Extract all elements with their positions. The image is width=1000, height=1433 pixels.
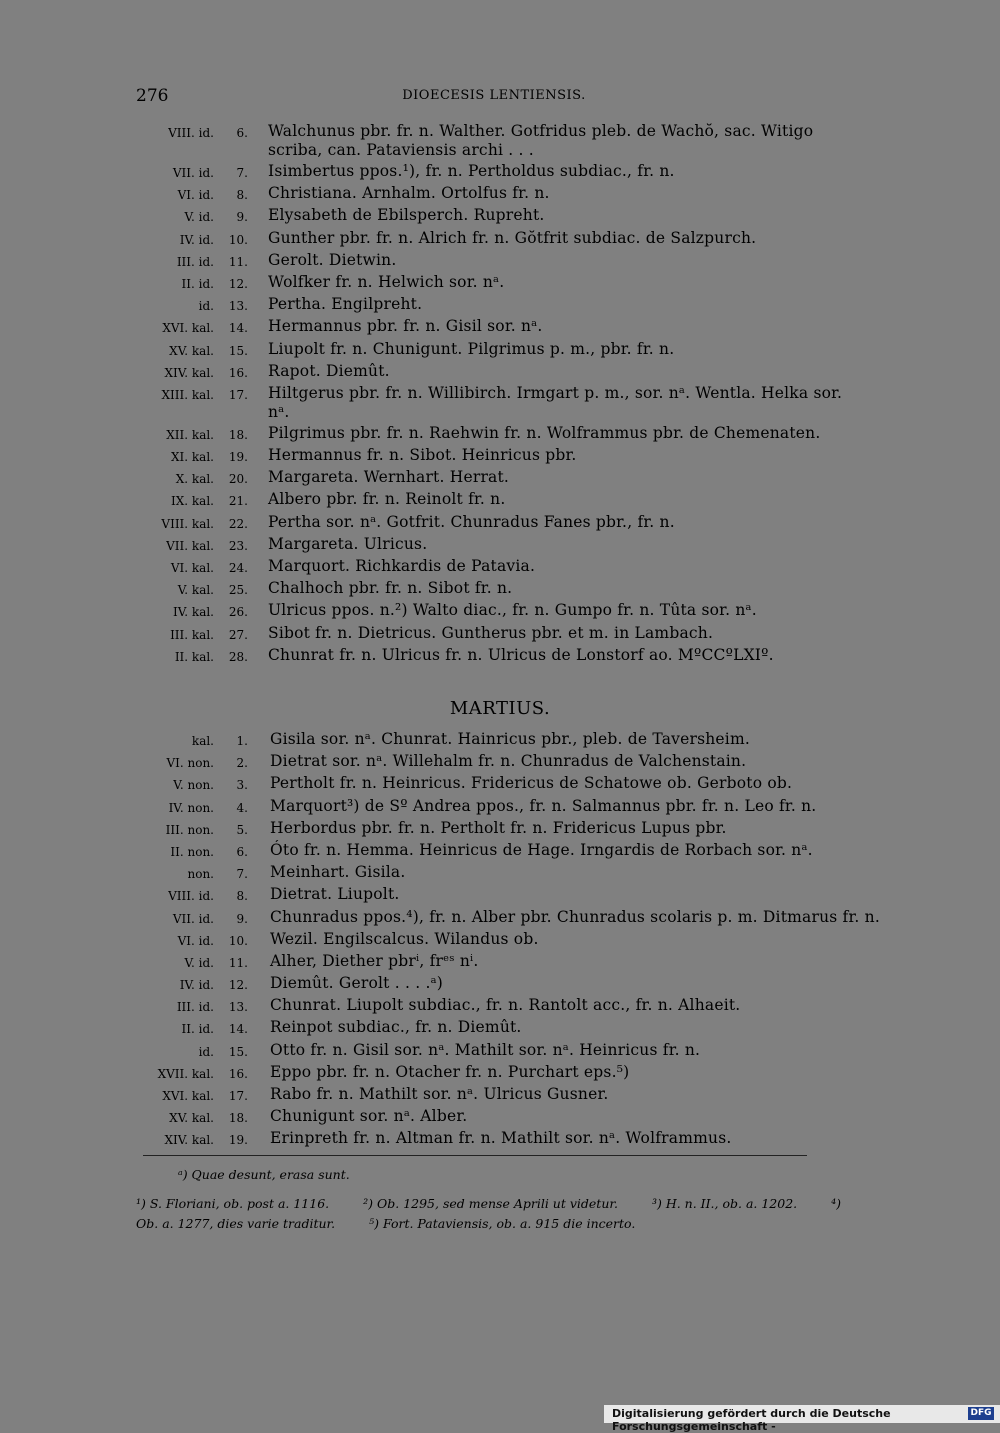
day-number: 6. [236,844,248,859]
footnote: ⁴) Ob. a. 1277, dies varie traditur. [136,1196,842,1231]
roman-date: III. id. [176,254,214,269]
calendar-row [0,752,1000,774]
necrology-entry: Ulricus ppos. n.²) Walto diac., fr. n. Gumpo fr. n. Tûta sor. nᵃ. [268,601,757,620]
day-number: 22. [228,516,248,531]
digitization-footer [604,1405,1000,1433]
day-number: 24. [228,561,248,575]
calendar-row [0,819,1000,841]
page-number: 276 [136,86,169,106]
calendar-row [0,646,1000,668]
day-number: 2. [236,756,248,771]
calendar-row [0,863,1000,885]
necrology-entry: Chalhoch pbr. fr. n. Sibot fr. n. [268,579,513,598]
day-number: 5. [236,822,248,837]
roman-date: IV. id. [179,232,214,247]
footnote: ²) Ob. 1295, sed mense Aprili ut videtur. [363,1196,618,1211]
calendar-row [0,340,1000,362]
roman-date: IX. kal. [171,494,214,509]
calendar-row [0,730,1000,752]
roman-date: VI. id. [177,933,214,948]
day-number: 10. [228,232,248,247]
necrology-entry: Dietrat. Liupolt. [270,885,400,904]
necrology-entry: Rapot. Diemût. [268,361,390,380]
roman-date: XVI. kal. [162,321,214,336]
day-number: 14. [228,1022,248,1037]
roman-date: XIV. kal. [164,1133,214,1148]
day-number: 21. [228,494,248,509]
calendar-row [0,952,1000,974]
necrology-entry: Pilgrimus pbr. fr. n. Raehwin fr. n. Wolframmus pbr. de Chemenaten. [268,423,821,442]
day-number: 11. [228,254,248,269]
roman-date: XII. kal. [166,427,214,442]
necrology-entry: Hermannus fr. n. Sibot. Heinricus pbr. [268,446,577,465]
footer-credit-text: Digitalisierung gefördert durch die Deutsche Forschungsgemeinschaft - [612,1407,891,1433]
day-number: 25. [228,583,248,598]
roman-date: non. [187,867,214,882]
calendar-row [0,885,1000,907]
day-number: 8. [236,188,248,203]
necrology-entry: Óto fr. n. Hemma. Heinricus de Hage. Irngardis de Rorbach sor. nᵃ. [270,840,813,859]
necrology-entry: Reinpot subdiac., fr. n. Diemût. [270,1018,522,1037]
calendar-row [0,624,1000,646]
roman-date: II. kal. [174,649,214,664]
necrology-entry: Walchunus pbr. fr. n. Walther. Gotfridus pleb. de Wachŏ, sac. Witigo scriba, can. Pataviensis archi . . . [268,122,814,159]
calendar-row [0,557,1000,579]
day-number: 20. [228,472,248,487]
day-number: 18. [228,1111,248,1126]
roman-date: III. non. [165,822,214,837]
day-number: 13. [228,1000,248,1015]
calendar-row [0,601,1000,623]
day-number: 18. [228,427,248,442]
day-number: 14. [228,321,248,336]
day-number: 19. [228,1133,248,1148]
necrology-entry: Chunigunt sor. nᵃ. Alber. [270,1107,468,1126]
roman-date: II. non. [170,844,214,859]
necrology-entry: Hiltgerus pbr. fr. n. Willibirch. Irmgart p. m., sor. nᵃ. Wentla. Helka sor. nᵃ. [268,383,843,421]
necrology-entry: Otto fr. n. Gisil sor. nᵃ. Mathilt sor. nᵃ. Heinricus fr. n. [270,1040,701,1059]
footnote-a: ᵃ) Quae desunt, erasa sunt. [178,1167,350,1182]
calendar-row [0,273,1000,295]
calendar-row [0,513,1000,535]
calendar-row [0,206,1000,228]
calendar-row [0,229,1000,251]
section-title-martius: MARTIUS. [449,698,551,719]
roman-date: V. non. [173,778,214,793]
roman-date: VI. kal. [170,561,214,575]
necrology-entry: Isimbertus ppos.¹), fr. n. Pertholdus subdiac., fr. n. [268,162,675,180]
calendar-row [0,841,1000,863]
calendar-row [0,424,1000,446]
roman-date: II. id. [181,1022,214,1037]
calendar-row [0,251,1000,273]
roman-date: VII. kal. [166,538,214,553]
roman-date: VI. id. [177,188,214,203]
roman-date: VIII. id. [168,889,214,904]
footnotes [136,1194,852,1234]
calendar-row [0,317,1000,339]
day-number: 3. [236,778,248,793]
roman-date: XIII. kal. [161,387,214,402]
calendar-row [0,362,1000,384]
calendar-row [0,468,1000,490]
calendar-row [0,996,1000,1018]
day-number: 15. [228,343,248,358]
roman-date: id. [198,1044,214,1059]
roman-date: id. [198,299,214,314]
calendar-row [0,1018,1000,1040]
footnote: ⁵) Fort. Pataviensis, ob. a. 915 die incerto. [369,1216,636,1231]
roman-date: IV. kal. [172,605,214,620]
day-number: 1. [236,734,248,748]
calendar-row [0,930,1000,952]
necrology-entry: Chunrat. Liupolt subdiac., fr. n. Rantolt acc., fr. n. Alhaeit. [270,996,741,1015]
dfg-logo: DFG [968,1407,994,1420]
necrology-entry: Rabo fr. n. Mathilt sor. nᵃ. Ulricus Gusner. [270,1085,609,1103]
necrology-entry: Margareta. Ulricus. [268,534,428,553]
necrology-entry: Margareta. Wernhart. Herrat. [268,468,510,487]
roman-date: IV. non. [168,800,214,815]
roman-date: XVI. kal. [162,1089,214,1103]
footnote: ³) H. n. II., ob. a. 1202. [651,1196,798,1211]
calendar-row [0,774,1000,796]
necrology-entry: Meinhart. Gisila. [270,863,406,882]
day-number: 17. [228,1089,248,1103]
calendar-row [0,446,1000,468]
necrology-entry: Marquort. Richkardis de Patavia. [268,557,536,575]
day-number: 7. [236,867,248,882]
day-number: 13. [228,299,248,314]
roman-date: VIII. id. [168,126,214,140]
calendar-row [0,579,1000,601]
calendar-row [0,490,1000,512]
roman-date: IV. id. [179,978,214,993]
calendar-row [0,162,1000,184]
calendar-row [0,122,1000,162]
calendar-row [0,1129,1000,1151]
roman-date: VI. non. [166,756,214,771]
calendar-row [0,1063,1000,1085]
roman-date: XIV. kal. [164,365,214,380]
roman-date: VIII. kal. [161,516,214,531]
necrology-entry: Alher, Diether pbrⁱ, frᵉˢ nⁱ. [270,951,479,970]
necrology-entry: Eppo pbr. fr. n. Otacher fr. n. Purchart eps.⁵) [270,1062,630,1081]
necrology-entry: Pertha sor. nᵃ. Gotfrit. Chunradus Fanes pbr., fr. n. [268,512,675,531]
running-title: DIOECESIS LENTIENSIS. [402,88,586,103]
day-number: 17. [228,387,248,402]
necrology-entry: Elysabeth de Ebilsperch. Rupreht. [268,206,545,225]
roman-date: III. kal. [170,627,214,642]
day-number: 6. [236,126,248,140]
day-number: 12. [228,276,248,291]
necrology-entry: Gisila sor. nᵃ. Chunrat. Hainricus pbr., pleb. de Taversheim. [270,730,750,748]
footnote: ¹) S. Floriani, ob. post a. 1116. [136,1196,330,1211]
day-number: 16. [228,1066,248,1081]
calendar-row [0,384,1000,424]
roman-date: V. id. [184,210,214,225]
march-entries [0,730,1000,1152]
day-number: 27. [228,627,248,642]
calendar-row [0,1085,1000,1107]
day-number: 9. [236,210,248,225]
necrology-entry: Dietrat sor. nᵃ. Willehalm fr. n. Chunradus de Valchenstain. [270,752,747,771]
roman-date: XVII. kal. [157,1066,214,1081]
necrology-entry: Herbordus pbr. fr. n. Pertholt fr. n. Fridericus Lupus pbr. [270,818,727,837]
day-number: 26. [228,605,248,620]
necrology-entry: Christiana. Arnhalm. Ortolfus fr. n. [268,184,550,203]
day-number: 19. [228,450,248,465]
day-number: 4. [236,800,248,815]
necrology-entry: Sibot fr. n. Dietricus. Guntherus pbr. et m. in Lambach. [268,623,714,642]
necrology-entry: Gunther pbr. fr. n. Alrich fr. n. Gŏtfrit subdiac. de Salzpurch. [268,228,757,247]
calendar-row [0,908,1000,930]
roman-date: V. kal. [177,583,214,598]
day-number: 28. [228,649,248,664]
footnote-divider [143,1155,807,1156]
roman-date: V. id. [184,955,214,970]
day-number: 9. [236,911,248,926]
day-number: 7. [236,166,248,180]
necrology-entry: Wolfker fr. n. Helwich sor. nᵃ. [268,272,505,291]
necrology-entry: Pertha. Engilpreht. [268,295,423,314]
necrology-entry: Albero pbr. fr. n. Reinolt fr. n. [268,490,506,509]
calendar-row [0,974,1000,996]
necrology-entry: Pertholt fr. n. Heinricus. Fridericus de Schatowe ob. Gerboto ob. [270,774,793,793]
roman-date: VII. id. [172,911,214,926]
calendar-row [0,535,1000,557]
necrology-entry: Chunradus ppos.⁴), fr. n. Alber pbr. Chunradus scolaris p. m. Ditmarus fr. n. [270,907,880,926]
roman-date: X. kal. [175,472,214,487]
necrology-entry: Wezil. Engilscalcus. Wilandus ob. [270,929,539,948]
calendar-row [0,1041,1000,1063]
roman-date: kal. [191,734,214,748]
necrology-entry: Diemût. Gerolt . . . .ᵃ) [270,974,444,993]
calendar-row [0,295,1000,317]
roman-date: XV. kal. [169,343,214,358]
day-number: 10. [228,933,248,948]
day-number: 12. [228,978,248,993]
roman-date: XV. kal. [169,1111,214,1126]
day-number: 15. [228,1044,248,1059]
day-number: 8. [236,889,248,904]
necrology-entry: Marquort³) de Sº Andrea ppos., fr. n. Salmannus pbr. fr. n. Leo fr. n. [270,796,817,815]
roman-date: XI. kal. [171,450,214,465]
necrology-entry: Gerolt. Dietwin. [268,250,397,269]
page-header [136,86,852,108]
calendar-row [0,1107,1000,1129]
day-number: 23. [228,538,248,553]
roman-date: VII. id. [172,166,214,180]
day-number: 16. [228,365,248,380]
day-number: 11. [228,955,248,970]
calendar-row [0,797,1000,819]
roman-date: III. id. [176,1000,214,1015]
necrology-entry: Liupolt fr. n. Chunigunt. Pilgrimus p. m., pbr. fr. n. [268,339,675,358]
roman-date: II. id. [181,276,214,291]
february-entries [0,122,1000,668]
calendar-row [0,184,1000,206]
necrology-entry: Hermannus pbr. fr. n. Gisil sor. nᵃ. [268,317,543,336]
necrology-entry: Chunrat fr. n. Ulricus fr. n. Ulricus de Lonstorf ao. MºCCºLXIº. [268,645,774,664]
necrology-entry: Erinpreth fr. n. Altman fr. n. Mathilt sor. nᵃ. Wolframmus. [270,1129,732,1148]
